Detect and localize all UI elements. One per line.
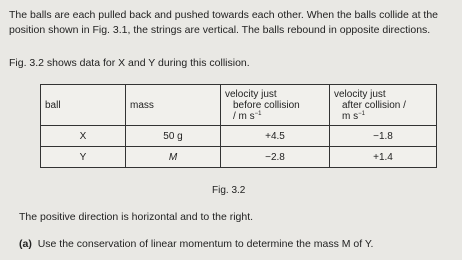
header-before-unit-text: / m s: [233, 110, 255, 122]
header-before-line-2: before collision: [233, 99, 300, 111]
question-text: Use the conservation of linear momentum to determine the mass M of Y.: [37, 238, 374, 250]
cell-ball: Y: [41, 147, 126, 168]
table-row: [41, 147, 437, 168]
cell-velocity-before: −2.8: [221, 147, 330, 168]
header-after-line-1: velocity just: [334, 88, 386, 100]
header-after-unit: [334, 111, 432, 122]
header-before-line-1: velocity just: [225, 88, 277, 100]
direction-note: The positive direction is horizontal and to the right.: [19, 211, 254, 223]
header-after-unit-text: m s: [342, 110, 359, 122]
cell-velocity-after: +1.4: [330, 147, 437, 168]
question-a: [19, 238, 373, 251]
cell-velocity-after: −1.8: [330, 126, 437, 147]
collision-data-table: [40, 84, 437, 168]
cell-mass: M: [126, 147, 221, 168]
intro-paragraph-line-2: position shown in Fig. 3.1, the strings are vertical. The balls rebound in opposite directions.: [9, 24, 431, 36]
table-row: [41, 126, 437, 147]
header-velocity-before: [221, 85, 330, 126]
cell-mass: 50 g: [126, 126, 221, 147]
header-before-unit: [225, 111, 325, 122]
header-after-unit-exponent: −1: [358, 110, 365, 117]
cell-velocity-before: +4.5: [221, 126, 330, 147]
data-intro-paragraph: Fig. 3.2 shows data for X and Y during this collision.: [9, 57, 250, 69]
intro-paragraph-line-1: The balls are each pulled back and pushed towards each other. When the balls collide at the: [9, 9, 439, 21]
question-label: (a): [19, 238, 32, 250]
header-velocity-after: [330, 85, 437, 126]
table-header-row: [41, 85, 437, 126]
header-before-unit-exponent: −1: [254, 110, 262, 117]
header-mass: [126, 85, 221, 126]
header-ball-label: ball: [45, 99, 61, 111]
header-ball: [41, 85, 126, 126]
figure-caption: Fig. 3.2: [212, 185, 246, 196]
header-mass-label: mass: [130, 99, 154, 111]
cell-ball: X: [41, 126, 126, 147]
header-after-line-2: after collision /: [342, 99, 406, 111]
